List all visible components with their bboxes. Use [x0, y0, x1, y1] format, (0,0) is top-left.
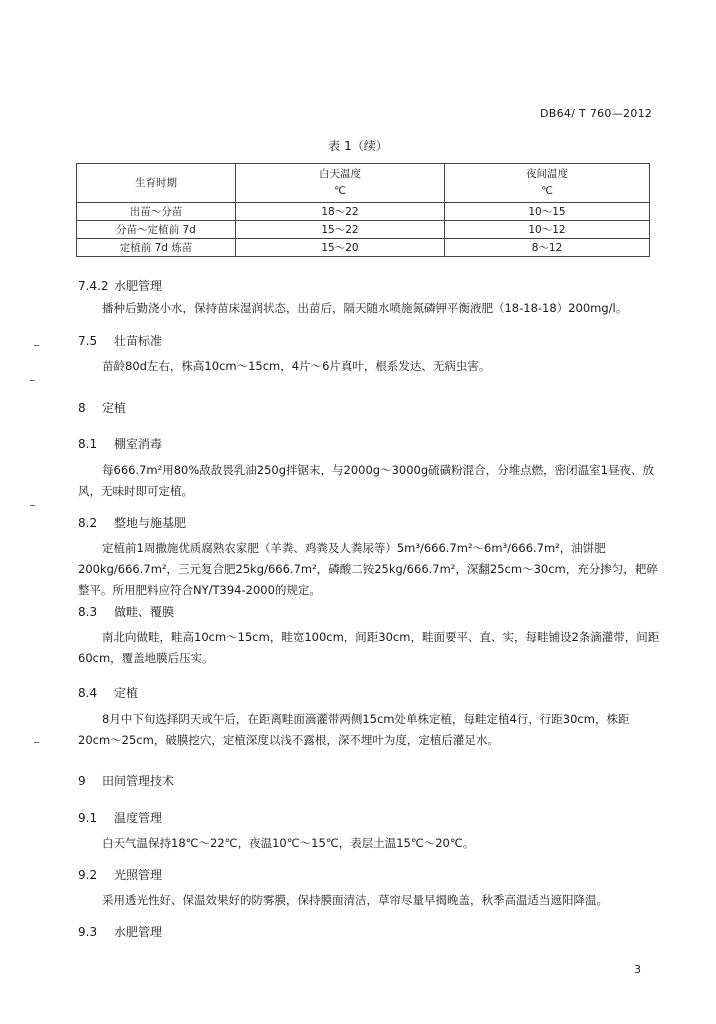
section-number: 9.3 — [78, 925, 98, 939]
paragraph: 采用透光性好、保温效果好的防雾膜，保持膜面清洁，草帘尽量早揭晚盖，秋季高温适当遮阳降温。 — [102, 893, 608, 907]
section-heading — [78, 332, 162, 349]
section-title: 定植 — [102, 401, 127, 415]
section-number: 8 — [78, 401, 86, 415]
col-night-temp-header — [445, 164, 650, 203]
temperature-table — [76, 163, 650, 257]
section-number: 8.3 — [78, 605, 98, 619]
stage-cell: 分苗～定植前 7d — [77, 221, 236, 239]
stage-cell: 出苗～分苗 — [77, 203, 236, 221]
table-caption: 表 1（续） — [328, 139, 388, 153]
section-title: 做畦、覆膜 — [114, 605, 175, 619]
section-title: 田间管理技术 — [102, 774, 175, 788]
paragraph: 南北向做畦，畦高10cm～15cm，畦宽100cm，间距30cm，畦面要平、直、实，每畦铺设2条滴灌带，间距60cm，覆盖地膜后压实。 — [78, 630, 660, 665]
section-title: 整地与施基肥 — [114, 516, 187, 530]
section-heading — [78, 514, 186, 531]
col-day-temp-header — [236, 164, 445, 203]
section-title: 水肥管理 — [114, 279, 163, 293]
night-temp-label: 夜间温度 — [526, 168, 568, 180]
section-number: 7.5 — [78, 334, 98, 348]
night-temp-cell: 10～12 — [445, 221, 650, 239]
stage-cell: 定植前 7d 炼苗 — [77, 239, 236, 257]
chapter-heading — [78, 399, 126, 416]
paragraph: 苗龄80d左右，株高10cm～15cm，4片～6片真叶，根系发达、无病虫害。 — [102, 359, 491, 373]
scan-mark — [30, 505, 35, 506]
day-temp-label: 白天温度 — [319, 168, 361, 180]
paragraph: 播种后勤浇小水，保持苗床湿润状态，出苗后，隔天随水喷施氮磷钾平衡液肥（18-18-18）200mg/l。 — [102, 301, 628, 315]
day-temp-cell: 15～20 — [236, 239, 445, 257]
night-temp-unit: ℃ — [541, 185, 553, 197]
section-number: 8.1 — [78, 437, 98, 451]
section-heading — [78, 866, 162, 883]
section-title: 棚室消毒 — [114, 437, 163, 451]
section-title: 壮苗标准 — [114, 334, 163, 348]
section-number: 7.4.2 — [78, 279, 109, 293]
paragraph: 8月中下旬选择阴天或午后，在距离畦面滴灌带两侧15cm处单株定植，每畦定植4行，行距30cm，株距20cm～25cm，破膜挖穴，定植深度以浅不露根，深不埋叶为度，定植后灌足水。 — [78, 712, 630, 747]
section-heading — [78, 277, 162, 294]
table-row — [77, 203, 650, 221]
section-heading — [78, 809, 162, 826]
paragraph: 定植前1周撒施优质腐熟农家肥（羊粪、鸡粪及人粪尿等）5m³/666.7m²～6m³/666.7m²，油饼肥200kg/666.7m²，三元复合肥25kg/666.7m²，磷酸二铵25kg/666.7m²，深翻25cm～30cm，充分掺匀，耙碎整平。所用肥料应符合NY/T394-2000的规定。 — [78, 541, 658, 597]
document-code: DB64/ T 760—2012 — [540, 107, 653, 120]
page-number: 3 — [634, 963, 641, 976]
paragraph: 每666.7m²用80%敌敌畏乳油250g拌锯末，与2000g～3000g硫磺粉混合，分堆点燃，密闭温室1昼夜、放风，无味时即可定植。 — [78, 463, 654, 498]
day-temp-cell: 15～22 — [236, 221, 445, 239]
night-temp-cell: 10～15 — [445, 203, 650, 221]
chapter-heading — [78, 772, 174, 789]
section-number: 9 — [78, 774, 86, 788]
section-title: 光照管理 — [114, 868, 163, 882]
scan-mark — [34, 742, 39, 743]
section-number: 8.4 — [78, 686, 98, 700]
day-temp-unit: ℃ — [334, 185, 346, 197]
paragraph: 白天气温保持18℃～22℃，夜温10℃～15℃，表层土温15℃～20℃。 — [102, 836, 475, 850]
section-heading — [78, 435, 162, 452]
table-row — [77, 239, 650, 257]
section-number: 8.2 — [78, 516, 98, 530]
section-title: 定植 — [114, 686, 139, 700]
scan-mark — [30, 380, 35, 381]
day-temp-cell: 18～22 — [236, 203, 445, 221]
section-heading — [78, 684, 138, 701]
section-number: 9.1 — [78, 811, 98, 825]
section-title: 温度管理 — [114, 811, 163, 825]
section-heading — [78, 923, 162, 940]
table-header-row — [77, 164, 650, 203]
col-growth-stage-header: 生育时期 — [77, 164, 236, 203]
scan-mark — [34, 345, 39, 346]
table-row — [77, 221, 650, 239]
section-title: 水肥管理 — [114, 925, 163, 939]
section-heading — [78, 603, 174, 620]
night-temp-cell: 8～12 — [445, 239, 650, 257]
section-number: 9.2 — [78, 868, 98, 882]
